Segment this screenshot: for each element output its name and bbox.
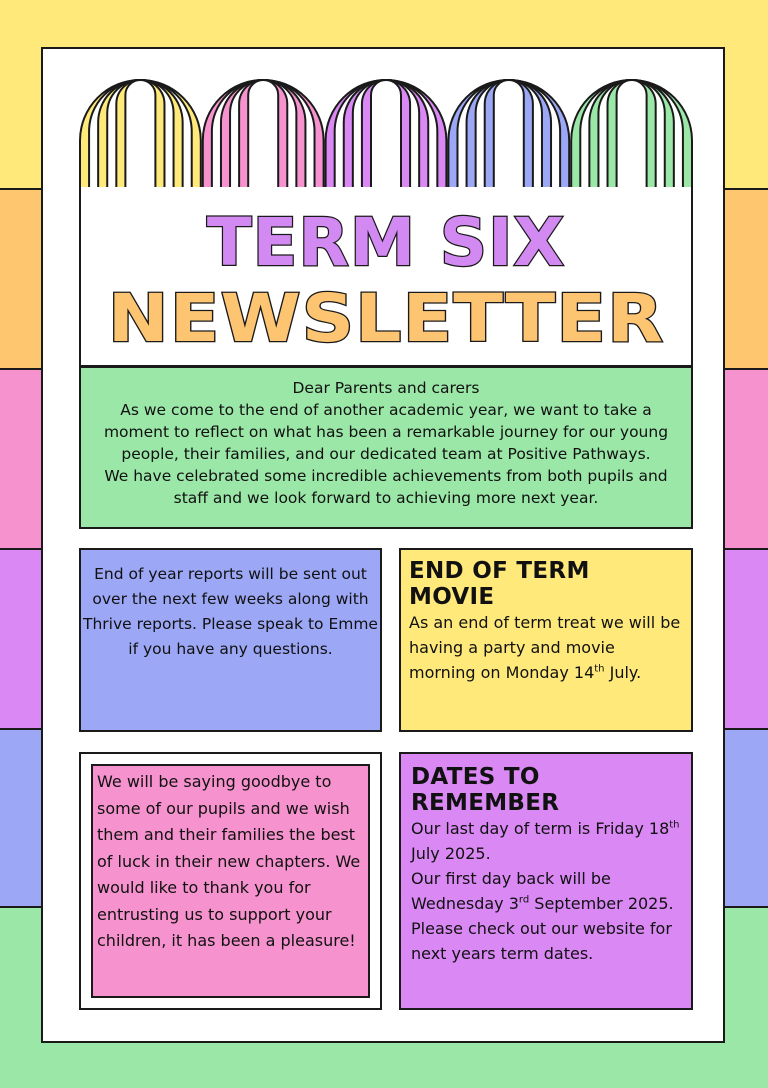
reports-box (79, 548, 382, 732)
goodbye-box (79, 752, 382, 1010)
goodbye-inner-box (91, 764, 370, 998)
website-text: Please check out our website for next years term dates. (411, 919, 672, 963)
goodbye-text: We will be saying goodbye to some of our pupils and we wish them and their families the best of luck in their new chapters. We would like to thank you for entrusting us to support your children, it has been a pleasure! (97, 772, 361, 950)
movie-text: As an end of term treat we will be having a party and movie morning on Monday 14th July. (409, 613, 681, 682)
movie-heading: END OF TERM MOVIE (409, 558, 590, 610)
reports-text: End of year reports will be sent out over the next few weeks along with Thrive reports. Please speak to Emme if you have any questions. (83, 565, 378, 658)
dates-box (399, 752, 693, 1010)
arch-green (571, 80, 692, 189)
intro-paragraph-2: We have celebrated some incredible achievements from both pupils and staff and we look forward to achieving more next year. (104, 467, 668, 507)
title-section (79, 187, 693, 367)
movie-box (399, 548, 693, 732)
arch-pink (203, 80, 324, 189)
intro-paragraph-1: As we come to the end of another academic year, we want to take a moment to reflect on what has been a remarkable journey for our young people, their families, and our dedicated team at Positive Pathways. (103, 401, 669, 463)
first-day-text: Our first day back will be Wednesday 3rd September 2025. (411, 869, 674, 913)
last-day-text: Our last day of term is Friday 18th July 2025. (411, 819, 680, 863)
greeting: Dear Parents and carers (292, 379, 480, 397)
title-line-1 (81, 201, 691, 281)
arch-blue (448, 80, 569, 189)
newsletter-page (41, 47, 725, 1043)
title-line-2-text: NEWSLETTER (107, 280, 665, 357)
title-line-1-text: TERM SIX (206, 204, 566, 281)
intro-section (79, 366, 693, 529)
dates-heading: DATES TO REMEMBER (411, 764, 560, 816)
title-line-2 (81, 277, 691, 357)
rainbow-arches-decoration (79, 79, 693, 189)
arch-yellow (80, 80, 201, 189)
arch-purple (326, 80, 447, 189)
